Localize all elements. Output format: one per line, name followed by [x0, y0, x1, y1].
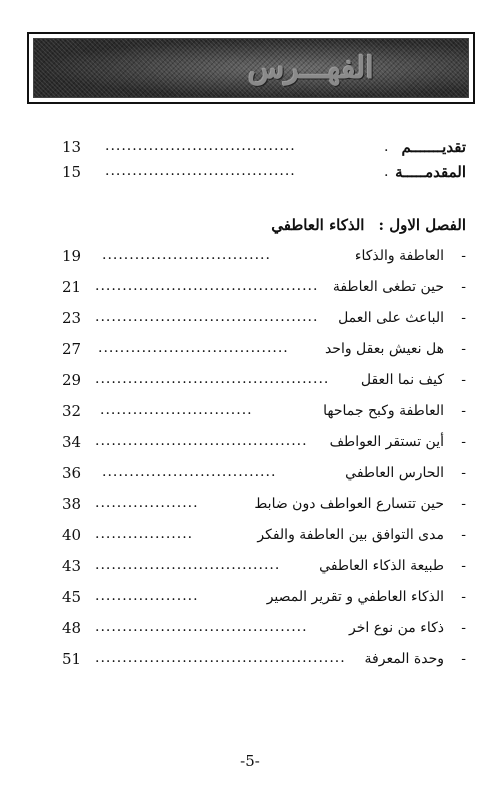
- page-number: 29: [62, 371, 82, 389]
- dot-leader: .........................................: [95, 309, 319, 325]
- page-number: 43: [62, 557, 82, 575]
- list-dash: -: [461, 372, 466, 388]
- list-dash: -: [461, 248, 466, 264]
- dot-leader: ...................................: [105, 138, 296, 154]
- list-dash: -: [461, 620, 466, 636]
- entry-title: وحدة المعرفة: [364, 651, 444, 667]
- toc-row-front-2: [50, 160, 466, 184]
- page-footer-number: -5-: [240, 752, 260, 770]
- dot-leader: ...........................................: [95, 371, 330, 387]
- toc-row: [50, 523, 466, 547]
- dot-leader: ...................: [95, 588, 199, 604]
- list-dash: -: [461, 403, 466, 419]
- page-number: 27: [62, 340, 82, 358]
- page-number: 36: [62, 464, 82, 482]
- toc-row: [50, 492, 466, 516]
- page-number: 21: [62, 278, 82, 296]
- dot-leader: ..................................: [95, 557, 281, 573]
- toc-row: [50, 585, 466, 609]
- toc-row: [50, 461, 466, 485]
- entry-title: العاطفة والذكاء: [354, 248, 444, 264]
- separator: .: [384, 139, 389, 155]
- toc-row: [50, 399, 466, 423]
- list-dash: -: [461, 465, 466, 481]
- list-dash: -: [461, 651, 466, 667]
- dot-leader: .......................................: [95, 619, 308, 635]
- dot-leader: .........................................: [95, 278, 319, 294]
- entry-title: مدى التوافق بين العاطفة والفكر: [257, 527, 444, 543]
- entry-title: هل نعيش بعقل واحد: [324, 341, 444, 357]
- dot-leader: ...................: [95, 495, 199, 511]
- contents-banner: [27, 32, 475, 104]
- page-number: 40: [62, 526, 82, 544]
- page-number: 23: [62, 309, 82, 327]
- dot-leader: ................................: [102, 464, 277, 480]
- entry-title: الحارس العاطفي: [345, 465, 444, 481]
- toc-row: [50, 616, 466, 640]
- entry-title: ذكاء من نوع اخر: [348, 620, 444, 636]
- entry-title: أين تستقر العواطف: [329, 434, 444, 450]
- page-number: 32: [62, 402, 82, 420]
- list-dash: -: [461, 558, 466, 574]
- toc-row: [50, 647, 466, 671]
- chapter-heading: [271, 213, 466, 237]
- page-number: 13: [62, 138, 82, 156]
- toc-row-front-1: [50, 135, 466, 159]
- page-number: 34: [62, 433, 82, 451]
- entry-title: المقدمـــــة: [395, 163, 466, 181]
- entry-title: الباعث على العمل: [338, 310, 444, 326]
- toc-row: [50, 275, 466, 299]
- entry-title: حين تطغى العاطفة: [332, 279, 444, 295]
- dot-leader: ............................: [100, 402, 253, 418]
- entry-title: طبيعة الذكاء العاطفي: [319, 558, 444, 574]
- list-dash: -: [461, 434, 466, 450]
- page-number: 15: [62, 163, 82, 181]
- entry-title: الذكاء العاطفي و تقرير المصير: [266, 589, 444, 605]
- list-dash: -: [461, 310, 466, 326]
- chapter-label: الفصل الاول :: [378, 216, 466, 234]
- separator: .: [384, 164, 389, 180]
- dot-leader: ...................................: [98, 340, 289, 356]
- entry-title: حين تتسارع العواطف دون ضابط: [254, 496, 444, 512]
- page-number: 51: [62, 650, 82, 668]
- entry-title: العاطفة وكبح جماحها: [323, 403, 444, 419]
- chapter-title: الذكاء العاطفي: [271, 216, 365, 234]
- banner-title: الفهـــرس: [247, 50, 375, 86]
- list-dash: -: [461, 527, 466, 543]
- entry-title: تقديـــــــم: [401, 138, 466, 156]
- dot-leader: ...............................: [102, 247, 271, 263]
- toc-row: [50, 306, 466, 330]
- toc-row: [50, 244, 466, 268]
- list-dash: -: [461, 496, 466, 512]
- dot-leader: ..................: [95, 526, 194, 542]
- page-number: 45: [62, 588, 82, 606]
- dot-leader: ...................................: [105, 163, 296, 179]
- page-number: 48: [62, 619, 82, 637]
- list-dash: -: [461, 279, 466, 295]
- dot-leader: ..............................................: [95, 650, 346, 666]
- banner-texture: [33, 38, 469, 98]
- page-number: 38: [62, 495, 82, 513]
- toc-row: [50, 368, 466, 392]
- entry-title: كيف نما العقل: [360, 372, 444, 388]
- toc-row: [50, 337, 466, 361]
- toc-row: [50, 430, 466, 454]
- list-dash: -: [461, 589, 466, 605]
- page-number: 19: [62, 247, 82, 265]
- toc-row: [50, 554, 466, 578]
- list-dash: -: [461, 341, 466, 357]
- dot-leader: .......................................: [95, 433, 308, 449]
